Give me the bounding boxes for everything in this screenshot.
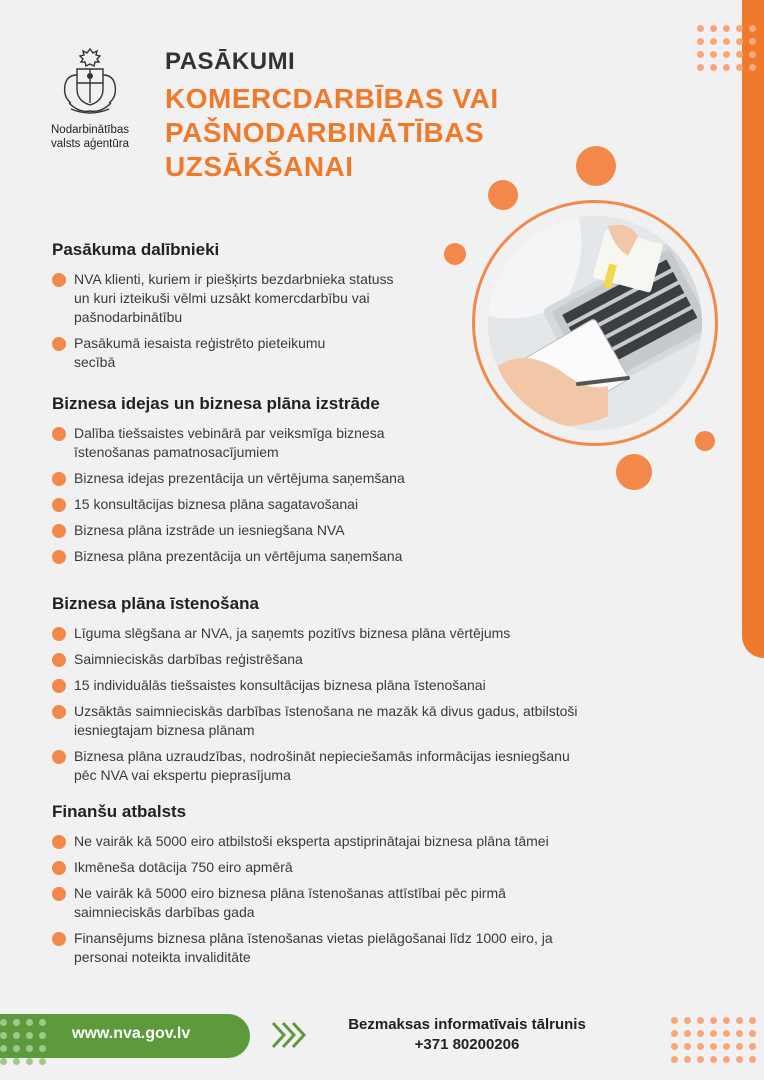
list-item [52,521,662,540]
double-chevron-icon [270,1020,308,1050]
logo-line-2: valsts aģentūra [51,138,129,150]
list-item-text: Ne vairāk kā 5000 eiro biznesa plāna īstenošanas attīstībai pēc pirmā [74,885,506,901]
decorative-dot [13,1032,20,1039]
decorative-dot [749,38,756,45]
list-item [52,424,662,462]
list-item-text: Finansējums biznesa plāna īstenošanas vietas pielāgošanai līdz 1000 eiro, ja [74,930,553,946]
decorative-dot [684,1056,691,1063]
website-link[interactable]: www.nva.gov.lv [72,1025,191,1042]
list-item-text: saimnieciskās darbības gada [74,904,255,920]
list-item [52,624,662,643]
logo-line-1: Nodarbinātības [51,124,129,136]
title-line-2: PAŠNODARBINĀTĪBAS [165,117,485,148]
decorative-dot [736,1043,743,1050]
bullet-icon [52,705,66,719]
decorative-dot [710,51,717,58]
bullet-icon [52,835,66,849]
decorative-dot [697,38,704,45]
decorative-dot [710,1056,717,1063]
section-title: Finanšu atbalsts [52,802,187,821]
bullet-icon [52,472,66,486]
page-title [165,48,499,184]
bullet-icon [52,861,66,875]
decorative-dot [671,1043,678,1050]
decorative-dot [39,1032,46,1039]
decorative-dot [671,1056,678,1063]
decorative-dot [723,38,730,45]
list-item-text: īstenošanas pamatnosacījumiem [74,444,279,460]
decorative-dot [710,64,717,71]
decorative-dot [0,1045,7,1052]
decorative-dot [723,1043,730,1050]
decorative-dot [736,25,743,32]
nva-logo[interactable] [40,45,140,151]
list-item-text: Biznesa plāna uzraudzības, nodrošināt nepieciešamās informācijas iesniegšanu [74,748,570,764]
title-line-1: KOMERCDARBĪBAS VAI [165,83,499,114]
list-item [52,676,662,695]
list-item-text: un kuri izteikuši vēlmi uzsākt komercdarbību vai [74,290,370,306]
decorative-dot [710,25,717,32]
decorative-dot [0,1058,7,1065]
list-item-text: Uzsāktās saimnieciskās darbības īstenošana ne mazāk kā divus gadus, atbilstoši [74,703,578,719]
decorative-dot [723,25,730,32]
decorative-dots-top [697,25,756,71]
bullet-icon [52,337,66,351]
list-item-text: Pasākumā iesaista reģistrēto pieteikumu [74,335,326,351]
list-item [52,495,662,514]
decorative-dot [0,1019,7,1026]
decorative-dot [749,1043,756,1050]
decorative-dot [723,64,730,71]
decorative-circle-medium [488,180,518,210]
list-item [52,547,662,566]
list-item-text: personai noteikta invaliditāte [74,949,251,965]
list-item [52,884,662,922]
decorative-dot [684,1017,691,1024]
list-item-text: Biznesa plāna prezentācija un vērtējuma saņemšana [74,548,403,564]
list-item-text: iesniegtajam biznesa plānam [74,722,255,738]
hotline-block [322,1015,612,1055]
list-item [52,747,662,785]
decorative-dot [697,1017,704,1024]
bullet-icon [52,550,66,564]
list-item [52,469,662,488]
bullet-icon [52,653,66,667]
decorative-dot [39,1045,46,1052]
decorative-dot [710,1043,717,1050]
list-item [52,650,662,669]
decorative-dot [697,1056,704,1063]
list-item [52,702,662,740]
list-item [52,334,452,372]
decorative-dot [710,1017,717,1024]
section-title: Biznesa idejas un biznesa plāna izstrāde [52,394,380,413]
decorative-dot [749,25,756,32]
decorative-dot [710,38,717,45]
section-title: Pasākuma dalībnieki [52,240,220,259]
list-item-text: Ne vairāk kā 5000 eiro atbilstoši eksperta apstiprinātajai biznesa plāna tāmei [74,833,549,849]
decorative-dot [749,1017,756,1024]
list-item-text: Dalība tiešsaistes vebinārā par veiksmīga biznesa [74,425,385,441]
decorative-dot [26,1032,33,1039]
decorative-dot [26,1058,33,1065]
title-line-3: UZSĀKŠANAI [165,151,354,182]
decorative-dots-bottom [671,1017,756,1063]
hotline-label: Bezmaksas informatīvais tālrunis [348,1016,586,1033]
bullet-icon [52,750,66,764]
list-item-text: Līguma slēgšana ar NVA, ja saņemts pozitīvs biznesa plāna vērtējums [74,625,511,641]
decorative-circle-tiny [695,431,715,451]
decorative-dot [697,25,704,32]
right-accent-bar [742,0,764,658]
list-item [52,858,662,877]
decorative-dot [26,1045,33,1052]
section-title: Biznesa plāna īstenošana [52,594,259,613]
section-financial-support [52,802,662,974]
list-item-text: secībā [74,354,116,370]
list-item-text: Ikmēneša dotācija 750 eiro apmērā [74,859,293,875]
decorative-dot [0,1032,7,1039]
list-item-text: 15 konsultācijas biznesa plāna sagatavošanai [74,496,359,512]
list-item [52,929,662,967]
decorative-dot [13,1045,20,1052]
decorative-dot [736,38,743,45]
decorative-dot [736,51,743,58]
bullet-icon [52,887,66,901]
decorative-dot [697,1030,704,1037]
decorative-dot [749,51,756,58]
bullet-icon [52,679,66,693]
list-item [52,832,662,851]
decorative-dot [723,51,730,58]
section-plan-implementation [52,594,662,792]
bullet-icon [52,498,66,512]
decorative-dot [736,64,743,71]
title-main: PASĀKUMI [165,48,296,75]
decorative-dot [13,1058,20,1065]
decorative-dot [13,1019,20,1026]
decorative-dot [697,64,704,71]
decorative-dot [723,1030,730,1037]
decorative-dot [749,1056,756,1063]
decorative-dot [39,1058,46,1065]
decorative-dot [736,1030,743,1037]
decorative-dot [697,1043,704,1050]
section-participants [52,240,452,379]
list-item-text: pašnodarbinātību [74,309,183,325]
decorative-dot [684,1043,691,1050]
bullet-icon [52,427,66,441]
hotline-number[interactable]: +371 80200206 [414,1036,520,1053]
bullet-icon [52,627,66,641]
decorative-dot [684,1030,691,1037]
decorative-dot [723,1017,730,1024]
bullet-icon [52,932,66,946]
decorative-dot [736,1056,743,1063]
decorative-dot [749,1030,756,1037]
decorative-dot [26,1019,33,1026]
decorative-dot [723,1056,730,1063]
decorative-dot [749,64,756,71]
decorative-dot [671,1030,678,1037]
list-item-text: Biznesa idejas prezentācija un vērtējuma saņemšana [74,470,405,486]
list-item-text: Biznesa plāna izstrāde un iesniegšana NVA [74,522,345,538]
list-item [52,270,452,327]
decorative-dot [39,1019,46,1026]
list-item-text: NVA klienti, kuriem ir piešķirts bezdarbnieka statuss [74,271,394,287]
list-item-text: pēc NVA vai ekspertu pieprasījuma [74,767,291,783]
section-plan-development [52,394,662,573]
list-item-text: Saimnieciskās darbības reģistrēšana [74,651,303,667]
decorative-circle-large [576,146,616,186]
bullet-icon [52,524,66,538]
decorative-dot [710,1030,717,1037]
bullet-icon [52,273,66,287]
decorative-dot [697,51,704,58]
decorative-dots-green [0,1019,46,1065]
list-item-text: 15 individuālās tiešsaistes konsultācijas biznesa plāna īstenošanai [74,677,486,693]
coat-of-arms-icon [55,45,125,117]
decorative-dot [671,1017,678,1024]
decorative-dot [736,1017,743,1024]
